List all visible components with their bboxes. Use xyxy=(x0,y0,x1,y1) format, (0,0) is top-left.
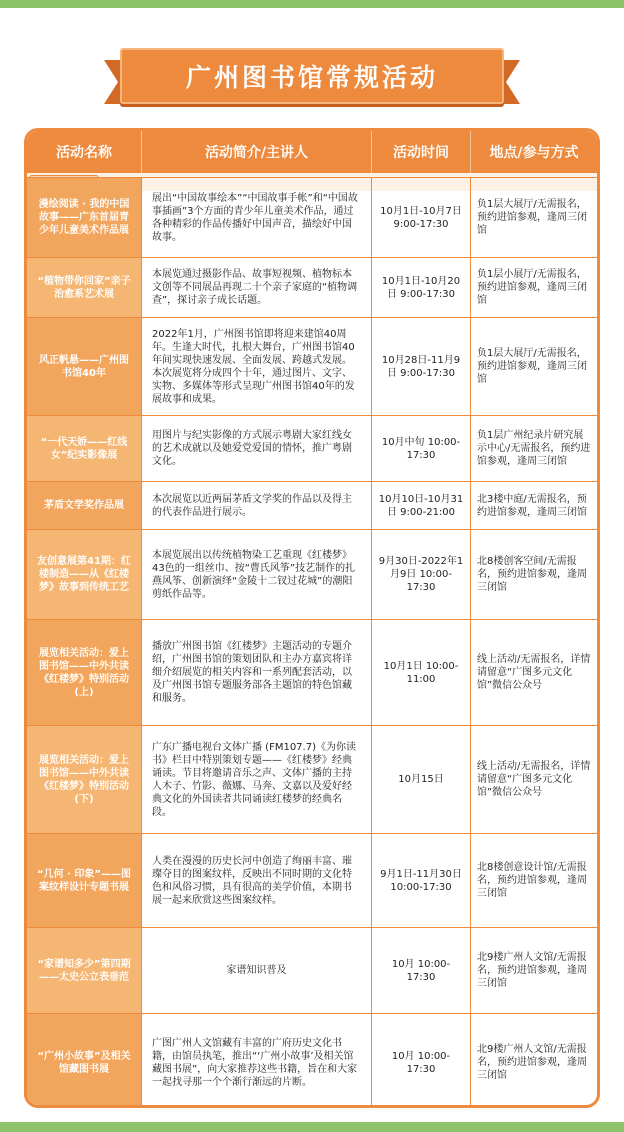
activity-time: 9月1日-11月30日 10:00-17:30 xyxy=(372,834,471,927)
activity-place: 北8楼创意设计馆/无需报名，预约进馆参观，逢周三闭馆 xyxy=(477,862,587,899)
activity-time: 10月15日 xyxy=(372,726,471,833)
activity-description: 本展览展出以传统植物染工艺重现《红楼梦》43色的一组丝巾、按“曹氏风筝”技艺制作的扎燕风筝、创新演绎“金陵十二钗过花城”的潮阳剪纸作品等。 xyxy=(142,530,372,619)
table-row xyxy=(27,415,597,481)
activity-place: 线上活动/无需报名，详情请留意“广图多元文化馆”微信公众号 xyxy=(477,761,591,798)
activity-time: 10月中旬 10:00-17:30 xyxy=(372,416,471,481)
table-row xyxy=(27,257,597,317)
header-time: 活动时间 xyxy=(372,131,471,173)
activity-place: 北8楼创客空间/无需报名，预约进馆参观，逢周三闭馆 xyxy=(477,556,587,593)
activity-place: 负1层大展厅/无需报名，预约进馆参观，逢周三闭馆 xyxy=(477,348,587,385)
header-description: 活动简介/主讲人 xyxy=(142,131,372,173)
table-row xyxy=(27,529,597,619)
activity-table xyxy=(24,128,600,1108)
table-row xyxy=(27,481,597,529)
activity-description: 家谱知识普及 xyxy=(142,928,372,1013)
activity-time: 10月10日-10月31日 9:00-21:00 xyxy=(372,482,471,529)
activity-name: “广州小故事”及相关馆藏图书展 xyxy=(27,1014,142,1108)
activity-place: 负1层小展厅/无需报名，预约进馆参观，逢周三闭馆 xyxy=(477,269,587,306)
activity-description: 用图片与纪实影像的方式展示粤剧大家红线女的艺术成就以及她爱党爱国的情怀，推广粤剧文化。 xyxy=(142,416,372,481)
title-banner xyxy=(104,40,520,112)
header-place: 地点/参与方式 xyxy=(489,145,579,161)
top-accent-bar xyxy=(0,0,624,8)
table-body xyxy=(27,177,597,1108)
activity-name: 漫绘阅读 · 我的中国故事——广东首届青少年儿童美术作品展 xyxy=(27,178,142,257)
header-activity-name: 活动名称 xyxy=(27,131,142,173)
page-title: 广州图书馆常规活动 xyxy=(185,63,438,92)
table-row xyxy=(27,927,597,1013)
activity-place: 北3楼中庭/无需报名，预约进馆参观，逢周三闭馆 xyxy=(477,493,587,518)
activity-description: 2022年1月，广州图书馆即将迎来建馆40周年。生逢大时代，扎根大舞台，广州图书馆40年间实现快速发展、全面发展、跨越式发展。本次展览将分成四个十年，通过图片、文字、实物、多媒体等形式呈现广州图书馆40年的发展故事和成果。 xyxy=(142,318,372,415)
activity-time: 10月 10:00-17:30 xyxy=(372,1014,471,1108)
table-header xyxy=(27,131,597,173)
activity-name: “家谱知多少”第四期——太史公立表垂范 xyxy=(27,928,142,1013)
activity-name: “几何 · 印象”——图案纹样设计专题书展 xyxy=(27,834,142,927)
activity-time: 10月 10:00-17:30 xyxy=(372,928,471,1013)
activity-place: 负1层广州纪录片研究展示中心/无需报名，预约进馆参观，逢周三闭馆 xyxy=(477,430,591,467)
activity-name: “一代天娇——红线女”纪实影像展 xyxy=(27,416,142,481)
table-row xyxy=(27,725,597,833)
activity-place: 北9楼广州人文馆/无需报名，预约进馆参观，逢周三闭馆 xyxy=(477,952,587,989)
table-row xyxy=(27,177,597,257)
table-row xyxy=(27,619,597,725)
activity-description: 本展览通过摄影作品、故事短视频、植物标本文创等不同展品再现二十个亲子家庭的“植物调查”，探讨亲子成长话题。 xyxy=(142,258,372,317)
activity-time: 10月1日-10月7日 9:00-17:30 xyxy=(372,178,471,257)
activity-description: 广东广播电视台文体广播 (FM107.7)《为你读书》栏目中特别策划专题——《红楼梦》经典诵读。节目将邀请音乐之声、文体广播的主持人木子、竹影、薇娜、马奔、文嘉以及爱好经典文化的外国读者共同诵读红楼梦的经典名段。 xyxy=(142,726,372,833)
table-row xyxy=(27,1013,597,1108)
activity-description: 展出“中国故事绘本”“中国故事手帐”和“中国故事插画”3个方面的青少年儿童美术作品，通过各种精彩的作品传播好中国声音，描绘好中国故事。 xyxy=(142,178,372,257)
activity-description: 广图广州人文馆藏有丰富的广府历史文化书籍，由馆员执笔，推出“‘广州小故事’及相关馆藏图书展”，向大家推荐这些书籍，旨在和大家一起找寻那一个个渐行渐远的片断。 xyxy=(142,1014,372,1108)
activity-time: 10月1日-10月20日 9:00-17:30 xyxy=(372,258,471,317)
activity-description: 本次展览以近两届茅盾文学奖的作品以及得主的代表作品进行展示。 xyxy=(142,482,372,529)
bottom-accent-bar xyxy=(0,1122,624,1132)
activity-place: 线上活动/无需报名，详情请留意“广图多元文化馆”微信公众号 xyxy=(477,654,591,691)
activity-name: 展览相关活动：爱上图书馆——中外共读《红楼梦》特别活动(下) xyxy=(27,726,142,833)
activity-name: 展览相关活动：爱上图书馆——中外共读《红楼梦》特别活动(上) xyxy=(27,620,142,725)
activity-name: 茅盾文学奖作品展 xyxy=(27,482,142,529)
activity-place: 负1层大展厅/无需报名，预约进馆参观，逢周三闭馆 xyxy=(477,199,587,236)
banner-plate xyxy=(120,48,504,104)
activity-name: “植物带你回家”亲子治愈系艺术展 xyxy=(27,258,142,317)
table-row xyxy=(27,317,597,415)
table-row xyxy=(27,833,597,927)
activity-time: 10月28日-11月9日 9:00-17:30 xyxy=(372,318,471,415)
activity-description: 人类在漫漫的历史长河中创造了绚丽丰富、璀璨夺目的图案纹样，反映出不同时期的文化特色和风俗习惯，具有很高的美学价值，本期书展一起来欣赏这些图案纹样。 xyxy=(142,834,372,927)
activity-time: 9月30日-2022年1月9日 10:00-17:30 xyxy=(372,530,471,619)
activity-name: 风正帆悬——广州图书馆40年 xyxy=(27,318,142,415)
activity-name: 友创意展第41期：红楼制造——从《红楼梦》故事到传统工艺 xyxy=(27,530,142,619)
activity-place: 北9楼广州人文馆/无需报名，预约进馆参观，逢周三闭馆 xyxy=(477,1044,587,1081)
activity-time: 10月1日 10:00-11:00 xyxy=(372,620,471,725)
activity-description: 播放广州图书馆《红楼梦》主题活动的专题介绍，广州图书馆的策划团队和主办方嘉宾将详细介绍展览的相关内容和一系列配套活动，以及广州图书馆专题服务部各主题馆的特色馆藏和服务。 xyxy=(142,620,372,725)
